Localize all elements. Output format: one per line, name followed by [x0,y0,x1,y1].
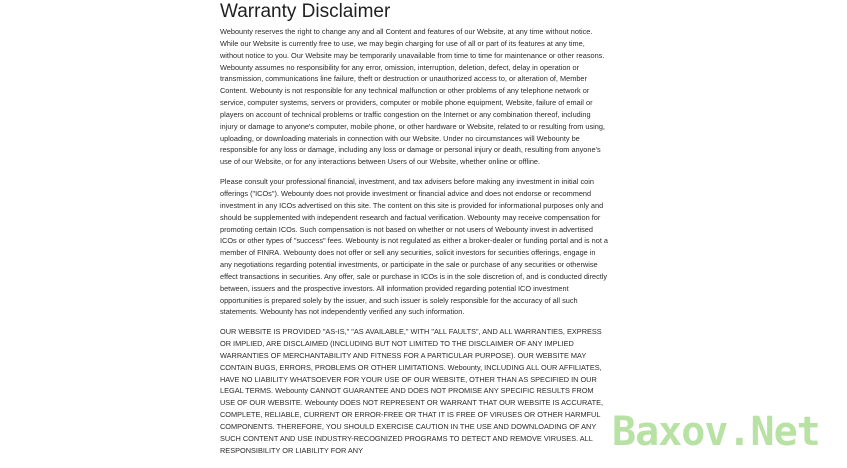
paragraph-as-is-warranty: OUR WEBSITE IS PROVIDED "AS-IS," "AS AVAILABLE," WITH "ALL FAULTS", AND ALL WARRANTIES, EXPRESS OR IMPLIED, ARE DISCLAIMED (INCLUDING BUT NOT LIMITED TO THE DISCLAIMER OF ANY IMPLIED WARRANTIES OF MERCHANTABILITY AND FITNESS FOR A PARTICULAR PURPOSE). OUR WEBSITE MAY CONTAIN BUGS, ERRORS, PROBLEMS OR OTHER LIMITATIONS. Webounty, INCLUDING ALL OUR AFFILIATES, HAVE NO LIABILITY WHATSOEVER FOR YOUR USE OF OUR WEBSITE, OTHER THAN AS SPECIFIED IN OUR LEGAL TERMS. Webounty CANNOT GUARANTEE AND DOES NOT PROMISE ANY SPECIFIC RESULTS FROM USE OF OUR WEBSITE. Webounty DOES NOT REPRESENT OR WARRANT THAT OUR WEBSITE IS ACCURATE, COMPLETE, RELIABLE, CURRENT OR ERROR-FREE OR THAT IT IS FREE OF VIRUSES OR OTHER HARMFUL COMPONENTS. THEREFORE, YOU SHOULD EXERCISE CAUTION IN THE USE AND DOWNLOADING OF ANY SUCH CONTENT AND USE INDUSTRY-RECOGNIZED PROGRAMS TO DETECT AND REMOVE VIRUSES. ALL RESPONSIBILITY OR LIABILITY FOR ANY [220,327,604,455]
paragraph-service-availability: Webounty reserves the right to change any and all Content and features of our Website, at any time without notice. While our Website is currently free to use, we may begin charging for use of all or part of its features at any time, without notice to you. Our Website may be temporarily unavailable from time to time for maintenance or other reasons. Webounty assumes no responsibility for any error, omission, interruption, deletion, defect, delay in operation or transmission, communications line failure, theft or destruction or unauthorized access to, or alteration of, Member Content. Webounty is not responsible for any technical malfunction or other problems of any telephone network or service, computer systems, servers or providers, computer or mobile phone equipment, Website, failure of email or players on account of technical problems or traffic congestion on the Internet or any combination thereof, including injury or damage to anyone's computer, mobile phone, or other hardware or Website, related to or resulting from using, uploading, or downloading materials in connection with our Website. Under no circumstances will Webounty be responsible for any loss or damage, including any loss or damage or personal injury or death, resulting from anyone's use of our Website, or for any interactions between Users of our Website, whether online or offline. [220,27,605,167]
document-body [220,0,608,457]
paragraph-ico-disclaimer: Please consult your professional financial, investment, and tax advisers before making any investment in initial coin offerings ("ICOs"). Webounty does not provide investment or financial advice and does not endorse or recommend investment in any ICOs advertised on this site. The content on this site is provided for informational purposes only and should be supplemented with independent research and factual verification. Webounty may receive compensation for promoting certain ICOs. Such compensation is not based on whether or not users of Webounty invest in advertised ICOs or other types of "success" fees. Webounty is not regulated as either a broker-dealer or funding portal and is not a member of FINRA. Webounty does not offer or sell any securities, solicit investors for securities offerings, engage in any negotiations regarding potential investments, or participate in the sale or purchase of any securities or otherwise effect transactions in securities. Any offer, sale or purchase in ICOs is in the sole discretion of, and is conducted directly between, issuers and the prospective investors. All information provided regarding potential ICO investment opportunities is prepared solely by the issuer, and such issuer is solely responsible for the accuracy of all such statements. Webounty has not independently verified any such information. [220,177,608,317]
page-title: Warranty Disclaimer [220,1,391,22]
watermark-logo: Baxov.Net [612,409,820,455]
